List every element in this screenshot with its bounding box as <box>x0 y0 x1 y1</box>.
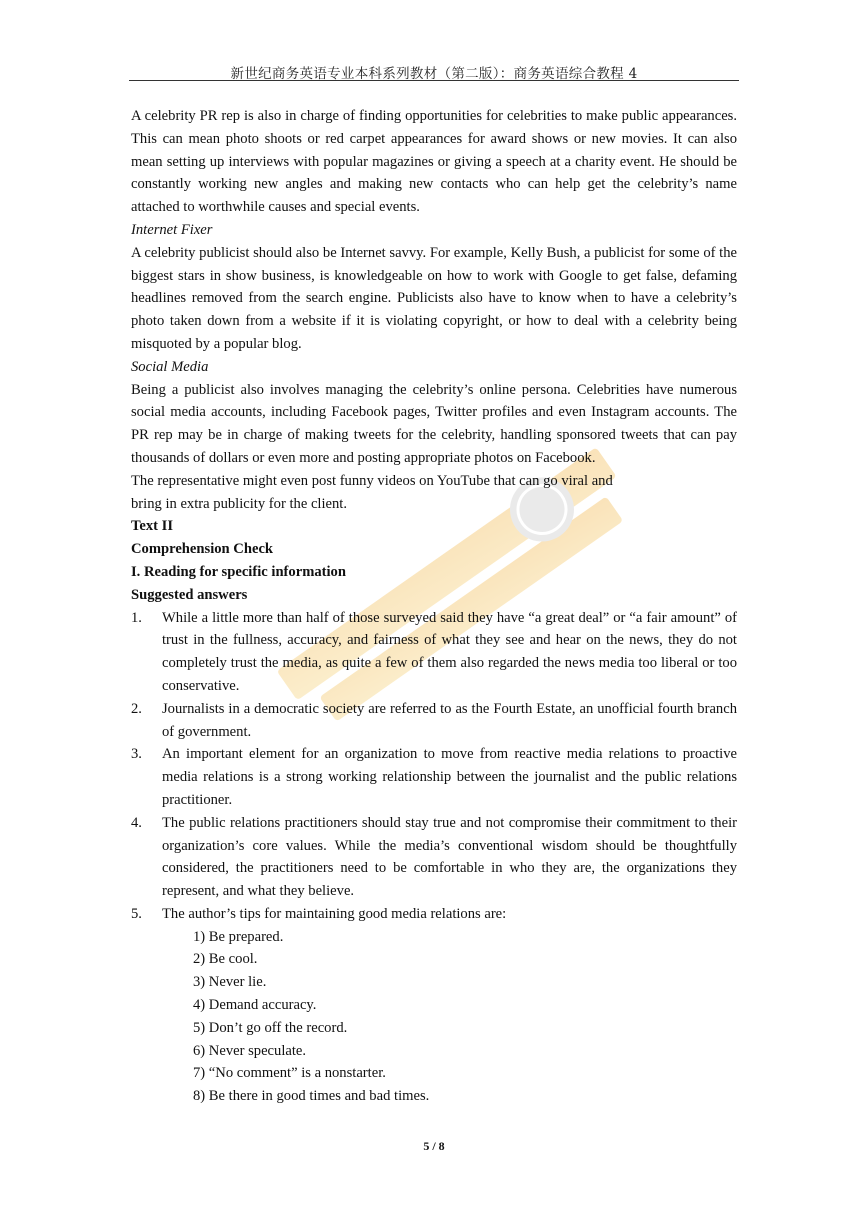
list-item <box>131 812 737 903</box>
header-rule <box>129 80 739 81</box>
page-number: 5 / 8 <box>423 1139 445 1153</box>
list-item <box>131 903 737 1108</box>
paragraph-public-appearances: A celebrity PR rep is also in charge of finding opportunities for celebrities to make public appearances. This can mean photo shoots or red carpet appearances for award shows or new movies. It can also mean setting up interviews with popular magazines or giving a speech at a charity event. He should be constantly working new angles and making new contacts who can help get the celebrity’s name attached to worthwhile causes and special events. <box>131 108 737 216</box>
list-number: 3. <box>131 746 142 763</box>
list-item <box>131 698 737 744</box>
list-item-text: Journalists in a democratic society are referred to as the Fourth Estate, an unofficial fourth branch of government. <box>162 700 737 740</box>
tip-item: 3) Never lie. <box>193 974 267 991</box>
tips-list <box>162 926 737 1108</box>
section-heading-text-ii: Text II <box>131 518 174 535</box>
list-item <box>131 743 737 811</box>
subheading-social-media: Social Media <box>131 358 209 375</box>
tip-item: 2) Be cool. <box>193 951 258 968</box>
list-number: 1. <box>131 609 142 626</box>
section-heading-suggested-answers: Suggested answers <box>131 586 248 603</box>
list-item-text: The public relations practitioners should stay true and not compromise their commitment to their organization’s core values. While the media’s conventional wisdom should be thoughtfully considered, the practitioners need to be comfortable in who they are, the organizations they represent, and what they believe. <box>162 814 737 900</box>
list-number: 4. <box>131 814 142 831</box>
list-number: 5. <box>131 905 142 922</box>
tip-item: 7) “No comment” is a nonstarter. <box>193 1065 386 1082</box>
list-item-text: The author’s tips for maintaining good media relations are: <box>162 905 507 922</box>
list-item <box>131 607 737 698</box>
section-heading-comprehension: Comprehension Check <box>131 541 274 558</box>
section-heading-reading: I. Reading for specific information <box>131 563 346 580</box>
page-content <box>131 105 737 1108</box>
tip-item: 6) Never speculate. <box>193 1042 307 1059</box>
list-item-text: An important element for an organization to move from reactive media relations to proactive media relations is a strong working relationship between the journalist and the public relations practitioner. <box>162 746 737 808</box>
page-header: 新世纪商务英语专业本科系列教材（第二版）：商务英语综合教程 4 <box>230 66 638 82</box>
tip-item: 8) Be there in good times and bad times. <box>193 1088 430 1105</box>
answers-list <box>131 607 737 1109</box>
tip-item: 1) Be prepared. <box>193 928 284 945</box>
tip-item: 4) Demand accuracy. <box>193 997 317 1014</box>
list-item-text: While a little more than half of those surveyed said they have “a great deal” or “a fair amount” of trust in the fullness, accuracy, and fairness of what they see and hear on the news, they do not completely trust the media, as quite a few of them also regarded the news media too liberal or too conservative. <box>162 609 737 694</box>
paragraph-social-media: Being a publicist also involves managing the celebrity’s online persona. Celebrities have numerous social media accounts, including Facebook pages, Twitter profiles and even Instagram accounts. The PR rep may be in charge of making tweets for the celebrity, handling sponsored tweets that can pay thousands of dollars or even more and posting appropriate photos on Facebook. <box>131 381 737 466</box>
subheading-internet-fixer: Internet Fixer <box>131 221 213 238</box>
paragraph-internet-fixer: A celebrity publicist should also be Internet savvy. For example, Kelly Bush, a publicist for some of the biggest stars in show business, is knowledgeable on how to work with Google to get false, defaming headlines removed from the search engine. Publicists also have to know when to have a celebrity’s photo taken down from a website if it is violating copyright, or how to deal with a celebrity being misquoted by a popular blog. <box>131 244 737 352</box>
paragraph-social-media-line: The representative might even post funny videos on YouTube that can go viral and <box>131 472 613 489</box>
list-number: 2. <box>131 700 142 717</box>
paragraph-social-media-line: bring in extra publicity for the client. <box>131 495 348 512</box>
tip-item: 5) Don’t go off the record. <box>193 1019 348 1036</box>
